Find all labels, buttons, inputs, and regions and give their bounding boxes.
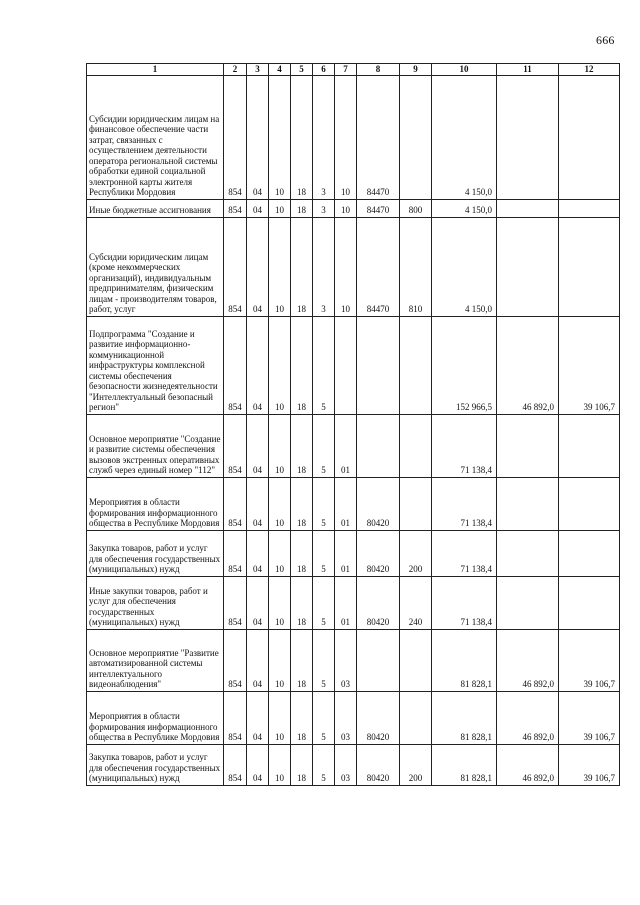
expense-type-code: 240 [400,576,432,629]
expense-type-code [400,75,432,199]
program-code: 18 [291,75,313,199]
amount-year-2: 46 892,0 [497,316,559,414]
section-code: 854 [224,199,247,217]
expense-type-code [400,629,432,691]
amount-year-2: 46 892,0 [497,691,559,744]
column-header: 8 [357,64,400,76]
program-code: 18 [291,316,313,414]
amount-year-2 [497,199,559,217]
table-body [87,75,620,785]
subprogram-code: 3 [313,217,335,316]
direction-code: 84470 [357,75,400,199]
program-code: 18 [291,530,313,576]
amount-year-1: 81 828,1 [432,691,497,744]
amount-year-1: 71 138,4 [432,576,497,629]
amount-year-1: 81 828,1 [432,744,497,785]
division-code: 04 [247,629,269,691]
subdivision-code: 10 [269,576,291,629]
table-row [87,530,620,576]
subprogram-code: 5 [313,744,335,785]
direction-code [357,414,400,477]
division-code: 04 [247,477,269,530]
amount-year-3 [559,199,620,217]
division-code: 04 [247,744,269,785]
event-code: 03 [335,744,357,785]
subprogram-code: 3 [313,199,335,217]
event-code: 01 [335,530,357,576]
amount-year-3: 39 106,7 [559,744,620,785]
column-header: 6 [313,64,335,76]
section-code: 854 [224,576,247,629]
row-name: Подпрограмма "Создание и развитие информационно-коммуникационной инфраструктуры комплексной системы обеспечения безопасности жизнедеятельности "Интеллектуальный безопасный регион" [87,316,224,414]
event-code: 01 [335,576,357,629]
program-code: 18 [291,576,313,629]
expense-type-code: 200 [400,744,432,785]
expense-type-code [400,316,432,414]
amount-year-2 [497,414,559,477]
subdivision-code: 10 [269,477,291,530]
program-code: 18 [291,629,313,691]
table-row [87,199,620,217]
amount-year-3 [559,477,620,530]
expense-type-code [400,477,432,530]
column-header: 3 [247,64,269,76]
table-row [87,576,620,629]
amount-year-1: 81 828,1 [432,629,497,691]
event-code: 01 [335,477,357,530]
expense-type-code [400,691,432,744]
subprogram-code: 5 [313,316,335,414]
direction-code: 84470 [357,199,400,217]
table-row [87,414,620,477]
column-header: 1 [87,64,224,76]
amount-year-1: 71 138,4 [432,414,497,477]
column-header: 2 [224,64,247,76]
amount-year-2 [497,75,559,199]
section-code: 854 [224,691,247,744]
amount-year-1: 4 150,0 [432,75,497,199]
amount-year-3 [559,576,620,629]
direction-code [357,316,400,414]
amount-year-3: 39 106,7 [559,316,620,414]
amount-year-2: 46 892,0 [497,629,559,691]
table-row [87,217,620,316]
table-row [87,629,620,691]
section-code: 854 [224,75,247,199]
subprogram-code: 3 [313,75,335,199]
column-header: 4 [269,64,291,76]
direction-code: 80420 [357,477,400,530]
row-name: Иные бюджетные ассигнования [87,199,224,217]
subprogram-code: 5 [313,576,335,629]
amount-year-2: 46 892,0 [497,744,559,785]
section-code: 854 [224,477,247,530]
subprogram-code: 5 [313,691,335,744]
direction-code: 80420 [357,744,400,785]
direction-code: 80420 [357,576,400,629]
subprogram-code: 5 [313,530,335,576]
section-code: 854 [224,744,247,785]
table-row [87,691,620,744]
expense-type-code: 200 [400,530,432,576]
amount-year-2 [497,530,559,576]
row-name: Мероприятия в области формирования информационного общества в Республике Мордовия [87,477,224,530]
amount-year-1: 71 138,4 [432,477,497,530]
row-name: Основное мероприятие "Создание и развитие системы обеспечения вызовов экстренных оперативных служб через единый номер "112" [87,414,224,477]
amount-year-1: 71 138,4 [432,530,497,576]
subdivision-code: 10 [269,199,291,217]
subprogram-code: 5 [313,629,335,691]
amount-year-3: 39 106,7 [559,629,620,691]
event-code: 10 [335,199,357,217]
column-header: 5 [291,64,313,76]
subdivision-code: 10 [269,691,291,744]
budget-table [86,63,620,786]
direction-code [357,629,400,691]
event-code: 01 [335,414,357,477]
program-code: 18 [291,414,313,477]
row-name: Иные закупки товаров, работ и услуг для обеспечения государственных (муниципальных) нужд [87,576,224,629]
column-header: 9 [400,64,432,76]
subprogram-code: 5 [313,477,335,530]
subdivision-code: 10 [269,629,291,691]
subdivision-code: 10 [269,744,291,785]
division-code: 04 [247,217,269,316]
subdivision-code: 10 [269,530,291,576]
row-name: Закупка товаров, работ и услуг для обеспечения государственных (муниципальных) нужд [87,744,224,785]
direction-code: 84470 [357,217,400,316]
section-code: 854 [224,316,247,414]
division-code: 04 [247,530,269,576]
amount-year-1: 152 966,5 [432,316,497,414]
subdivision-code: 10 [269,414,291,477]
table-row [87,75,620,199]
section-code: 854 [224,530,247,576]
event-code: 03 [335,629,357,691]
program-code: 18 [291,477,313,530]
column-header: 11 [497,64,559,76]
amount-year-3 [559,414,620,477]
division-code: 04 [247,199,269,217]
program-code: 18 [291,691,313,744]
row-name: Субсидии юридическим лицам на финансовое обеспечение части затрат, связанных с осуществлением деятельности оператора региональной системы обработки единой социальной электронной карты жителя Республики Мордовия [87,75,224,199]
row-name: Мероприятия в области формирования информационного общества в Республике Мордовия [87,691,224,744]
expense-type-code: 810 [400,217,432,316]
section-code: 854 [224,217,247,316]
division-code: 04 [247,414,269,477]
row-name: Субсидии юридическим лицам (кроме некоммерческих организаций), индивидуальным предпринимателям, физическим лицам - производителям товаров, работ, услуг [87,217,224,316]
expense-type-code [400,414,432,477]
amount-year-2 [497,217,559,316]
column-header: 7 [335,64,357,76]
program-code: 18 [291,744,313,785]
amount-year-1: 4 150,0 [432,199,497,217]
division-code: 04 [247,576,269,629]
expense-type-code: 800 [400,199,432,217]
header-row [87,64,620,76]
subdivision-code: 10 [269,316,291,414]
direction-code: 80420 [357,691,400,744]
event-code: 03 [335,691,357,744]
section-code: 854 [224,629,247,691]
row-name: Закупка товаров, работ и услуг для обеспечения государственных (муниципальных) нужд [87,530,224,576]
table-row [87,477,620,530]
amount-year-2 [497,477,559,530]
amount-year-3: 39 106,7 [559,691,620,744]
row-name: Основное мероприятие "Развитие автоматизированной системы интеллектуального видеонаблюдения" [87,629,224,691]
amount-year-3 [559,530,620,576]
direction-code: 80420 [357,530,400,576]
subprogram-code: 5 [313,414,335,477]
amount-year-1: 4 150,0 [432,217,497,316]
division-code: 04 [247,75,269,199]
page-number: 666 [596,33,615,47]
amount-year-3 [559,75,620,199]
column-header: 12 [559,64,620,76]
event-code [335,316,357,414]
amount-year-3 [559,217,620,316]
subdivision-code: 10 [269,75,291,199]
table-row [87,744,620,785]
program-code: 18 [291,217,313,316]
subdivision-code: 10 [269,217,291,316]
division-code: 04 [247,316,269,414]
event-code: 10 [335,217,357,316]
division-code: 04 [247,691,269,744]
section-code: 854 [224,414,247,477]
event-code: 10 [335,75,357,199]
column-header: 10 [432,64,497,76]
table-row [87,316,620,414]
amount-year-2 [497,576,559,629]
program-code: 18 [291,199,313,217]
